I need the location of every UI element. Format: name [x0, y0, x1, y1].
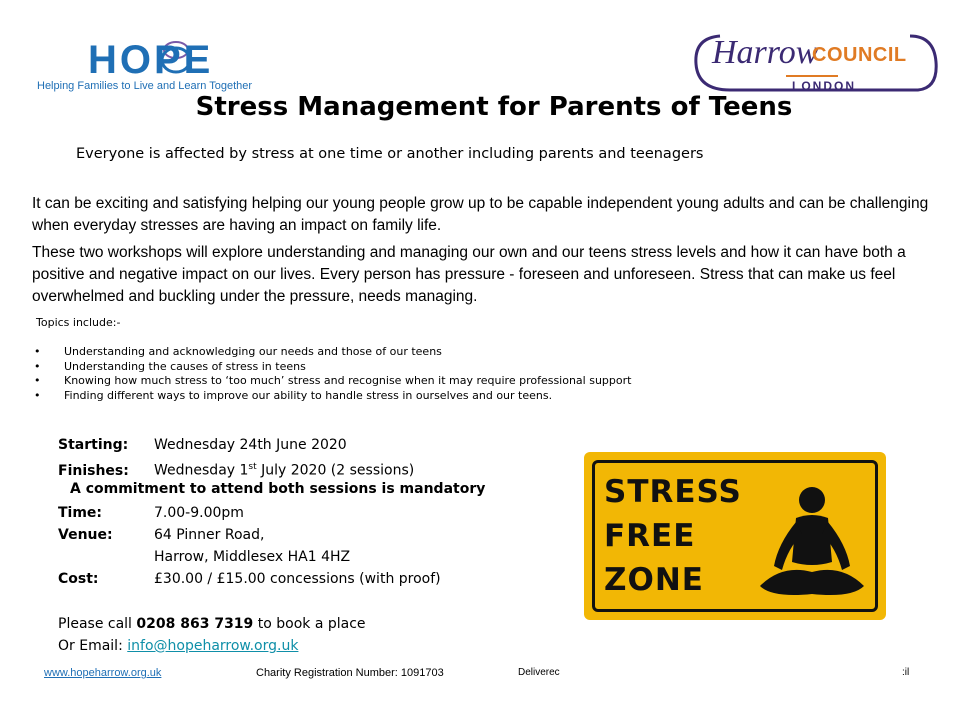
hope-logo-tagline: Helping Families to Live and Learn Together — [37, 80, 253, 92]
topics-label: Topics include:- — [36, 316, 121, 329]
sign-line-3: ZONE — [604, 562, 704, 598]
sign-line-1: STRESS — [604, 474, 742, 510]
detail-time — [58, 502, 244, 524]
detail-venue-2 — [58, 546, 350, 568]
subtitle: Everyone is affected by stress at one time or another including parents and teenagers — [76, 146, 704, 162]
topic-item: • Understanding the causes of stress in teens — [30, 360, 631, 375]
intro-paragraph-1: It can be exciting and satisfying helping our young people grow up to be capable independent young adults and can be challenging when everyday stresses are having an impact on family life. — [32, 195, 929, 234]
venue-label: Venue: — [58, 527, 113, 543]
footer-delivered: Deliverec — [518, 667, 560, 678]
intro-paragraph-2: These two workshops will explore understanding and managing our own and our teens stress levels and how it can have both a positive and negative impact on our lives. Every person has pressure - foreseen and unforeseen. Stress that can make us feel overwhelmed and buckling under the pressure, needs managing. — [32, 244, 906, 305]
topic-item: • Finding different ways to improve our ability to handle stress in ourselves and our teens. — [30, 389, 631, 404]
email-link[interactable]: info@hopeharrow.org.uk — [127, 638, 299, 654]
topic-item: • Knowing how much stress to ‘too much’ stress and recognise when it may require professional support — [30, 374, 631, 389]
page-title: Stress Management for Parents of Teens — [195, 92, 793, 122]
finishes-label: Finishes: — [58, 462, 129, 479]
harrow-logo-council: COUNCIL — [812, 44, 907, 66]
hope-logo-word: HOPE — [88, 38, 214, 82]
starting-label: Starting: — [58, 437, 129, 453]
phone-number[interactable]: 0208 863 7319 — [136, 616, 254, 632]
harrow-logo-script: Harrow — [712, 34, 819, 71]
commitment-note: A commitment to attend both sessions is mandatory — [70, 481, 486, 497]
finishes-value-sup: st — [248, 462, 257, 472]
contact-call — [58, 616, 366, 632]
detail-starting — [58, 434, 347, 456]
time-value: 7.00-9.00pm — [154, 505, 244, 521]
starting-value: Wednesday 24th June 2020 — [154, 437, 347, 453]
email-label: Or Email: — [58, 638, 123, 654]
detail-finishes — [58, 456, 414, 482]
cost-value: £30.00 / £15.00 concessions (with proof) — [154, 571, 441, 587]
footer-tail: :il — [902, 667, 910, 678]
footer-charity-number: Charity Registration Number: 1091703 — [256, 667, 444, 679]
topic-item: • Understanding and acknowledging our needs and those of our teens — [30, 345, 631, 360]
contact-email — [58, 638, 298, 654]
venue-line-1: 64 Pinner Road, — [154, 527, 265, 543]
call-pre: Please call — [58, 616, 132, 632]
meditating-person-icon — [752, 482, 872, 612]
detail-venue — [58, 524, 264, 546]
time-label: Time: — [58, 505, 103, 521]
detail-cost — [58, 568, 441, 590]
stress-free-zone-sign — [584, 452, 886, 620]
call-post: to book a place — [257, 616, 366, 632]
sign-line-2: FREE — [604, 518, 696, 554]
harrow-logo-london: LONDON — [792, 79, 856, 93]
topics-list — [30, 345, 631, 403]
venue-line-2: Harrow, Middlesex HA1 4HZ — [154, 549, 351, 565]
cost-label: Cost: — [58, 571, 99, 587]
finishes-value-pre: Wednesday 1 — [154, 462, 249, 479]
footer-website-link[interactable]: www.hopeharrow.org.uk — [44, 667, 162, 679]
finishes-value-post: July 2020 (2 sessions) — [256, 462, 415, 479]
